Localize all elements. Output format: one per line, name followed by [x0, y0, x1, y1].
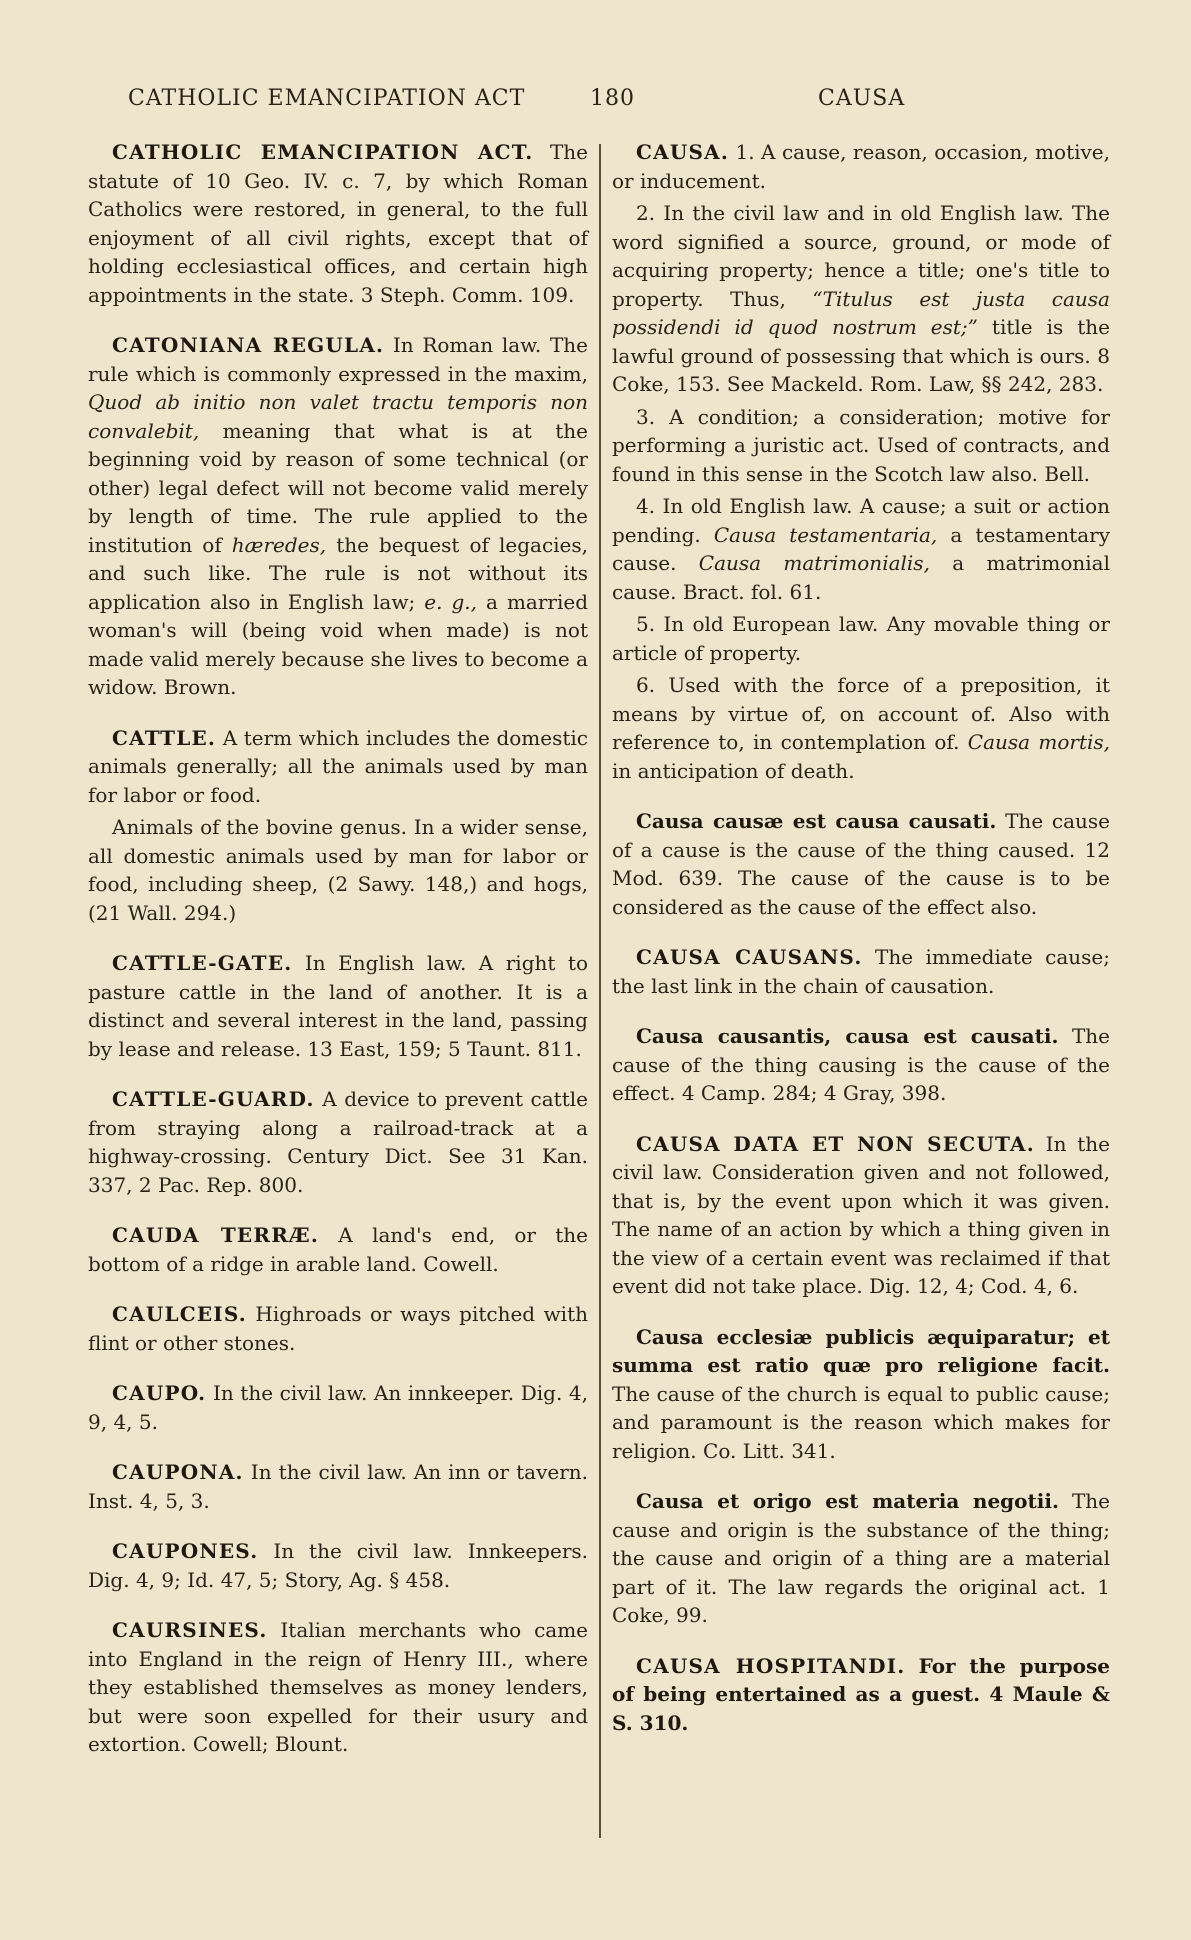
entry-definition-part: title is the lawful ground of possessing that which is ours. 8 Coke, 153. See Mackeld. Rom. Law, §§ 242, 283.: [612, 315, 1111, 396]
entry-catholic-emancipation-act: [88, 138, 588, 309]
entry-definition: A term which includes the domestic animals generally; all the animals used by man for labor or food.: [88, 725, 588, 807]
entry-headword: CATTLE-GUARD.: [112, 1087, 315, 1111]
entry-definition-part: 4. In old English law. A cause; a suit or action pending.: [612, 494, 1110, 547]
header-right-guideword: CAUSA: [818, 86, 906, 111]
entry-headword: CAUSA.: [636, 140, 730, 164]
entry-definition: In the civil law. Innkeepers. Dig. 4, 9; Id. 47, 5; Story, Ag. § 458.: [88, 1539, 589, 1592]
entry-caupo: [88, 1379, 588, 1436]
entry-caursines: [88, 1616, 588, 1759]
maxim-translation: The cause of the church is equal to public cause; and paramount is the reason which makes for religion. Co. Litt. 341.: [612, 1381, 1110, 1463]
entry-caulceis: [88, 1300, 588, 1357]
entry-headword: CAULCEIS.: [112, 1302, 247, 1326]
entry-definition: A land's end, or the bottom of a ridge in arable land. Cowell.: [88, 1223, 589, 1276]
entry-definition-part: a testamentary cause.: [612, 522, 1111, 575]
maxim-translation: The cause of a cause is the cause of the thing caused. 12 Mod. 639. The cause of the cause is to be considered as the cause of the effect also.: [612, 809, 1111, 919]
entry-definition-part: a married woman's will (being void when made) is not made valid merely because she lives to become a widow. Brown.: [88, 589, 588, 699]
entry-definition-part: meaning that what is at the beginning void by reason of some technical (or other) legal defect will not become valid merely by length of time. The rule applied to the institution of: [88, 418, 589, 557]
entry-headword: CAUSA CAUSANS.: [636, 945, 863, 969]
maxim-italic: Quod ab initio non valet tractu temporis non convalebit,: [88, 390, 588, 443]
entry-causa-sense-4: [612, 492, 1110, 606]
latin-term: hæredes,: [231, 532, 327, 557]
entry-headword: CAURSINES.: [112, 1618, 268, 1642]
entry-definition: In the civil law. An innkeeper. Dig. 4, 9, 4, 5.: [88, 1381, 588, 1434]
maxim-translation: The cause of the thing causing is the cause of the effect. 4 Camp. 284; 4 Gray, 398.: [612, 1024, 1110, 1105]
maxim-text: Causa causæ est causa causati.: [636, 809, 997, 833]
left-column: [88, 138, 588, 1781]
maxim-translation: The cause and origin is the substance of the thing; the cause and origin of a thing are a material part of it. The law regards the original act. 1 Coke, 99.: [612, 1489, 1111, 1627]
entry-cattle: [88, 724, 588, 810]
page-number: 180: [590, 86, 635, 111]
entry-causa-sense-6: [612, 671, 1110, 785]
entry-headword: CATTLE-GATE.: [112, 951, 293, 975]
entry-causa-hospitandi: [612, 1652, 1110, 1738]
entry-caupones: [88, 1537, 588, 1594]
entry-definition: The statute of 10 Geo. IV. c. 7, by which Roman Catholics were restored, in general, to the full enjoyment of all civil rights, except that of holding ecclesiastical offices, and certain high appointments in the state. 3 Steph. Comm. 109.: [88, 140, 588, 307]
entry-definition-part: the bequest of legacies, and such like. The rule is not without its application also in English law;: [88, 532, 588, 614]
maxim-text: Causa causantis, causa est causati.: [636, 1024, 1059, 1048]
entry-headword: CAUPONES.: [112, 1539, 259, 1563]
entry-headword: CATONIANA REGULA.: [112, 333, 385, 357]
entry-cattle-sense-2: Animals of the bovine genus. In a wider sense, all domestic animals used by man for labor or food, including sheep, (2 Sawy. 148,) and hogs, (21 Wall. 294.): [88, 815, 588, 925]
entry-causa-sense-3: 3. A condition; a consideration; motive for performing a juristic act. Used of contracts, and found in this sense in the Scotch law also. Bell.: [612, 404, 1110, 486]
maxim-causa-causantis: [612, 1022, 1110, 1108]
entry-definition: A device to prevent cattle from straying along a railroad-track at a highway-crossing. Century Dict. See 31 Kan. 337, 2 Pac. Rep. 800.: [88, 1087, 588, 1197]
entry-catoniana-regula: [88, 331, 588, 702]
entry-definition: 1. A cause, reason, occasion, motive, or inducement.: [612, 140, 1110, 193]
maxim-text: Causa ecclesiæ publicis æquiparatur; et summa est ratio quæ pro religione facit.: [612, 1324, 1110, 1377]
header-left-guideword: CATHOLIC EMANCIPATION ACT: [128, 86, 526, 111]
entry-cauda-terrae: [88, 1221, 588, 1278]
entry-definition: In English law. A right to pasture cattle in the land of another. It is a distinct and several interest in the land, passing by lease and release. 13 East, 159; 5 Taunt. 811.: [88, 951, 588, 1061]
entry-headword: CATHOLIC EMANCIPATION ACT.: [112, 140, 534, 164]
entry-causa-causans: [612, 943, 1110, 1000]
entry-headword: CAUPO.: [112, 1381, 207, 1405]
maxim-causa-ecclesiae: [612, 1323, 1110, 1466]
entry-headword: CAUPONA.: [112, 1460, 244, 1484]
entry-definition: Italian merchants who came into England in the reign of Henry III., where they established themselves as money lenders, but were soon expelled for their usury and extortion. Cowell; Blount.: [88, 1618, 589, 1756]
maxim-italic: “Titulus est justa causa possidendi id quod nostrum est;”: [612, 286, 1110, 339]
entry-cattle-gate: [88, 949, 588, 1063]
entry-definition-part: in anticipation of death.: [612, 758, 855, 783]
entry-definition: For the purpose of being entertained as a guest. 4 Maule & S. 310.: [612, 1653, 1110, 1735]
entry-headword: CAUDA TERRÆ.: [112, 1223, 320, 1247]
entry-definition-part: 6. Used with the force of a preposition, it means by virtue of, on account of. Also with reference to, in contemplation of.: [612, 673, 1110, 754]
column-divider: [599, 144, 601, 1838]
entry-definition-part: In Roman law. The rule which is commonly expressed in the maxim,: [88, 333, 588, 386]
entry-definition: In the civil law. Consideration given and not followed, that is, by the event upon which it was given. The name of an action by which a thing given in the view of a certain event was reclaimed if that event did not take place. Dig. 12, 4; Cod. 4, 6.: [612, 1131, 1110, 1298]
maxim-text: Causa et origo est materia negotii.: [636, 1489, 1059, 1513]
maxim-causa-et-origo: [612, 1487, 1110, 1630]
entry-definition-part: a matrimonial cause. Bract. fol. 61.: [612, 551, 1110, 604]
latin-term: Causa mortis,: [967, 730, 1111, 754]
entry-definition: In the civil law. An inn or tavern. Inst. 4, 5, 3.: [88, 1460, 588, 1513]
latin-term: Causa matrimonialis,: [698, 551, 930, 575]
entry-headword: CAUSA DATA ET NON SECUTA.: [636, 1131, 1035, 1156]
entry-causa-sense-1: [612, 138, 1110, 195]
latin-abbrev: e. g.,: [424, 589, 477, 614]
entry-causa-sense-5: 5. In old European law. Any movable thing or article of property.: [612, 612, 1110, 665]
entry-definition-part: 2. In the civil law and in old English law. The word signified a source, ground, or mode of acquiring property; hence a title; one's title to property. Thus,: [612, 201, 1110, 311]
latin-term: Causa testamentaria,: [713, 522, 938, 547]
right-column: [612, 138, 1110, 1759]
entry-definition: The immediate cause; the last link in the chain of causation.: [612, 945, 1110, 998]
entry-caupona: [88, 1458, 588, 1515]
entry-headword: CAUSA HOSPITANDI.: [636, 1653, 906, 1678]
entry-causa-sense-2: [612, 199, 1110, 399]
entry-definition: Highroads or ways pitched with flint or other stones.: [88, 1302, 588, 1355]
entry-headword: CATTLE.: [112, 725, 217, 750]
entry-causa-data-et-non-secuta: [612, 1130, 1110, 1301]
entry-cattle-guard: [88, 1085, 588, 1199]
maxim-causa-causae: [612, 807, 1110, 921]
